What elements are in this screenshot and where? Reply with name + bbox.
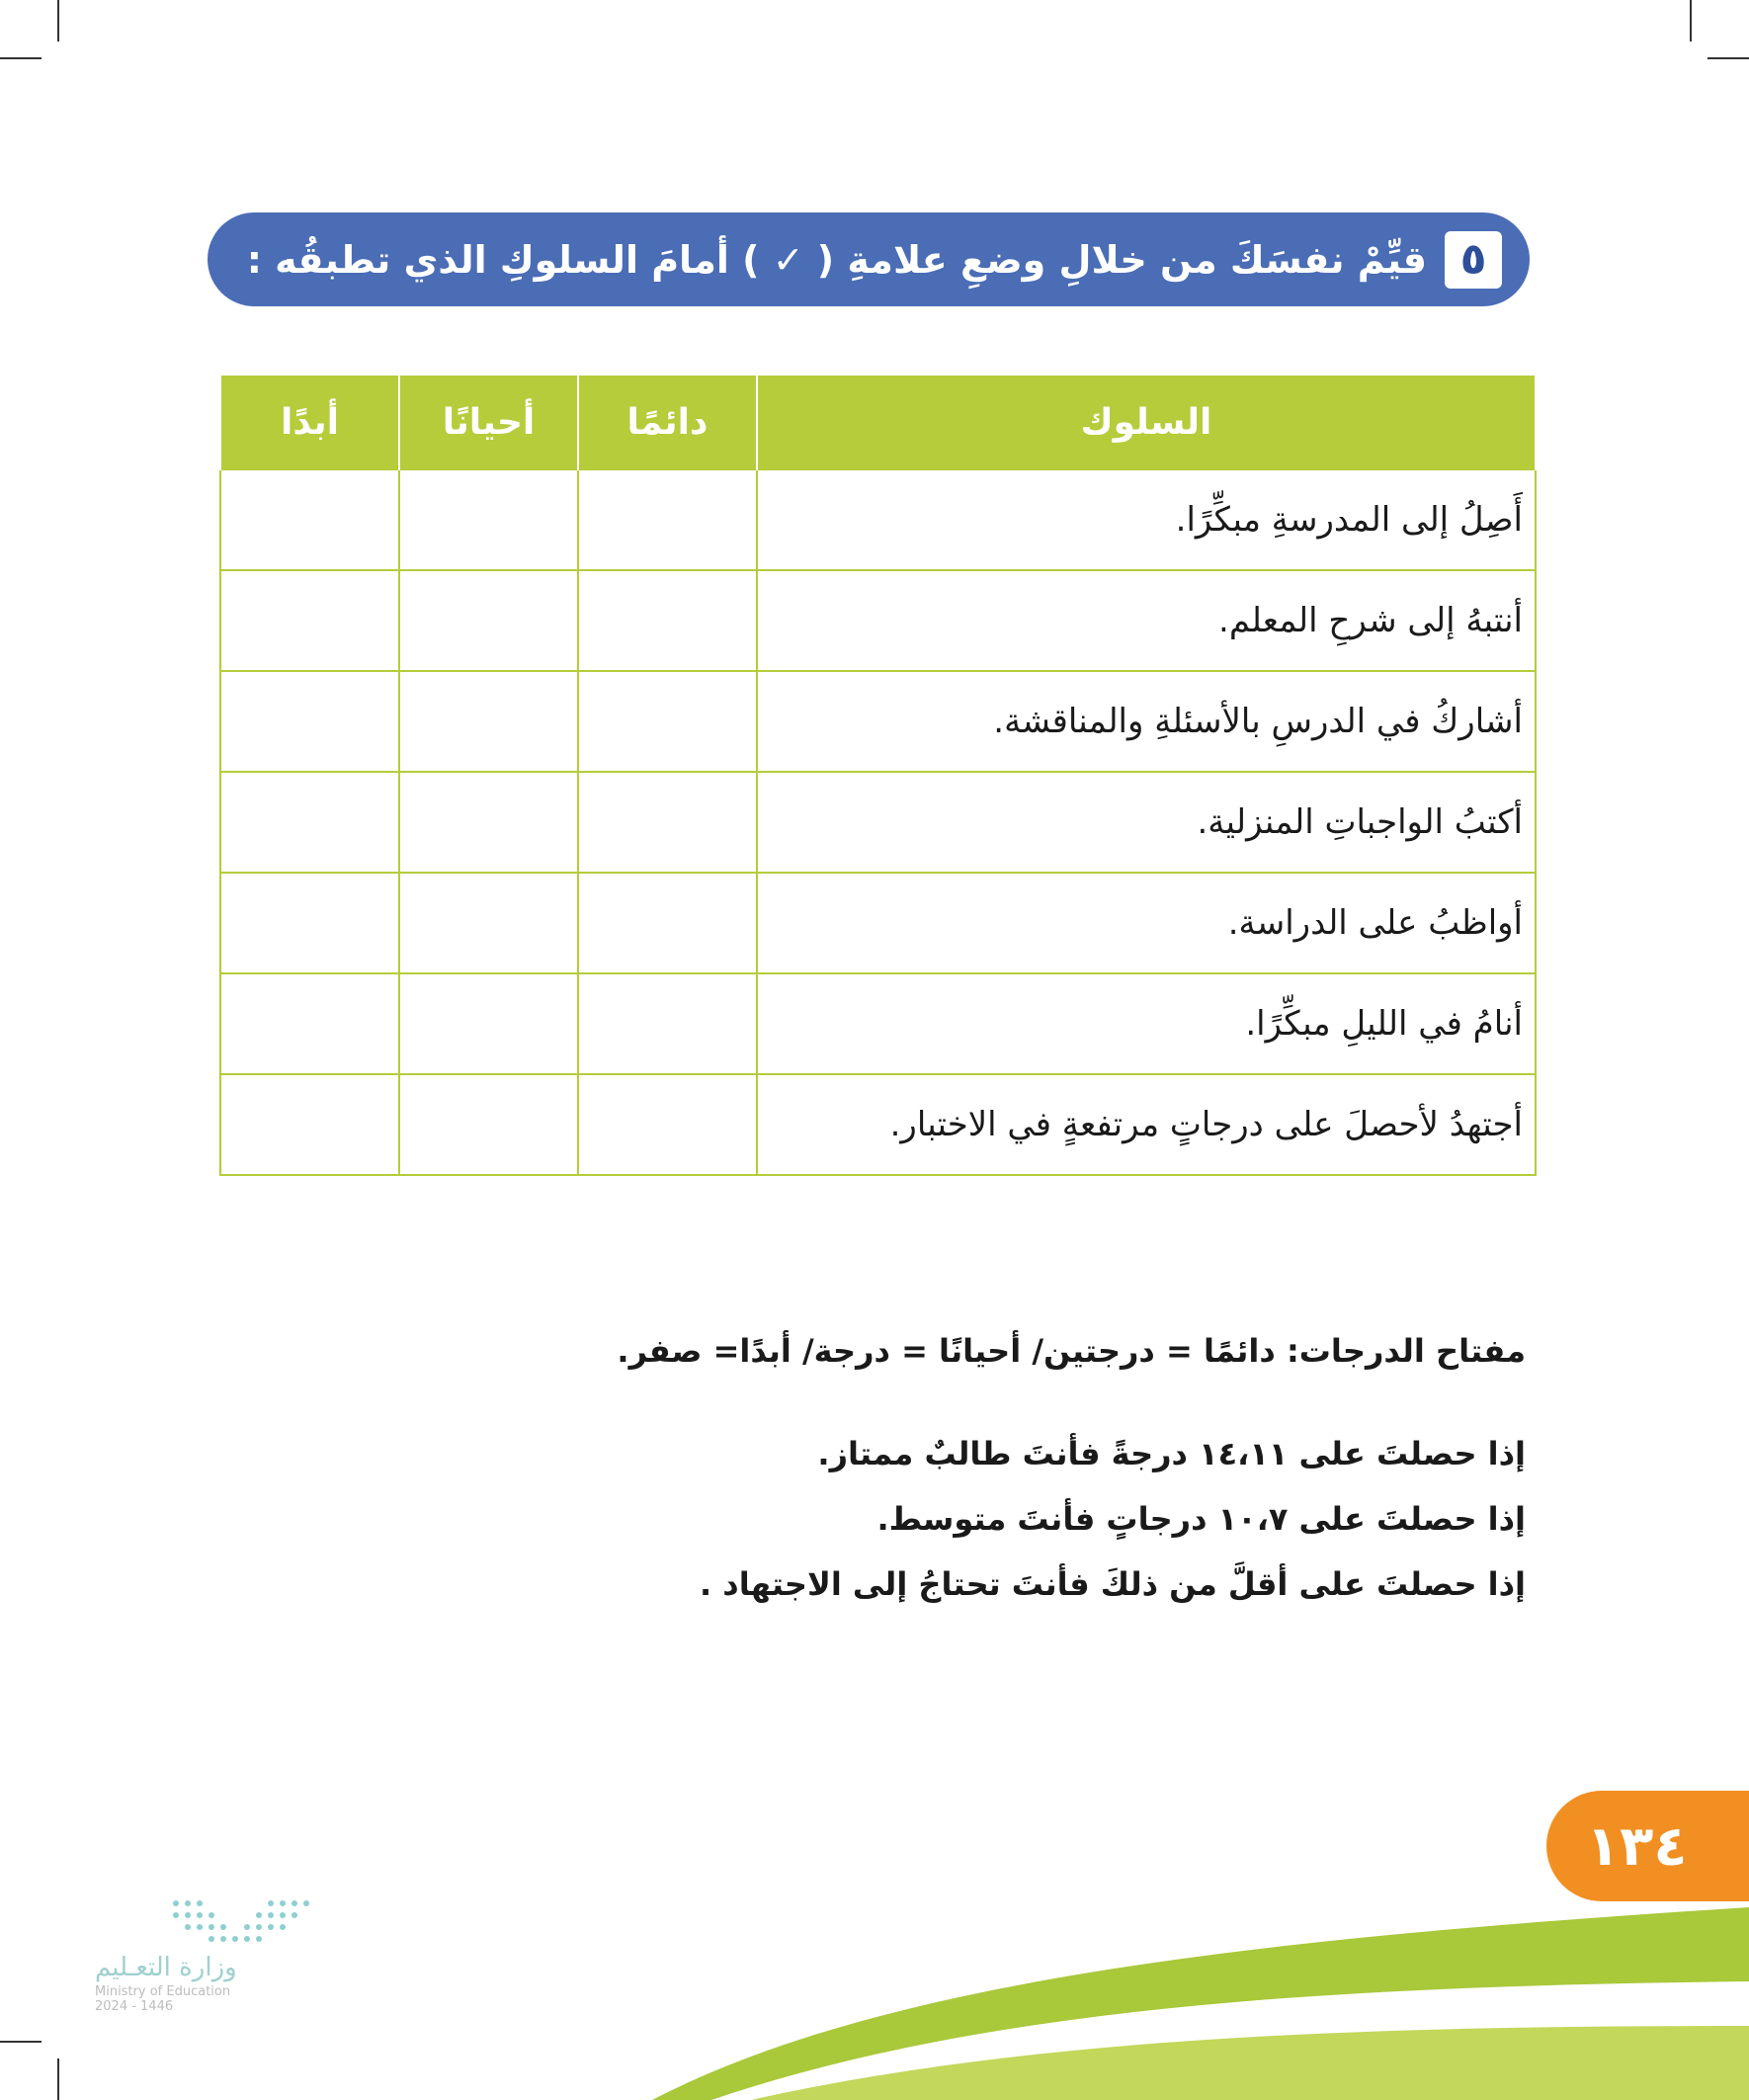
behavior-text: أكتبُ الواجباتِ المنزلية. [757,772,1536,873]
question-number: ٥ [1445,231,1502,289]
score-key-legend: مفتاح الدرجات: دائمًا = درجتين/ أحيانًا = درجة/ أبدًا= صفر. [617,1332,1526,1370]
score-key-line: إذا حصلتَ على ١٤،١١ درجةً فأنتَ طالبٌ ممتاز. [817,1435,1526,1472]
logo-arabic-name: وزارة التعـليم [95,1953,237,1982]
behavior-text: أنامُ في الليلِ مبكِّرًا. [757,973,1536,1074]
header-never: أبدًا [220,376,399,469]
behavior-text: أواظبُ على الدراسة. [757,873,1536,973]
score-key-line: إذا حصلتَ على ١٠،٧ درجاتٍ فأنتَ متوسط. [876,1500,1526,1538]
behavior-text: أنتبهُ إلى شرحِ المعلم. [757,570,1536,671]
header-behavior: السلوك [757,376,1536,469]
header-always: دائمًا [578,376,757,469]
behavior-text: أشاركُ في الدرسِ بالأسئلةِ والمناقشة. [757,671,1536,772]
score-key-line: إذا حصلتَ على أقلَّ من ذلكَ فأنتَ تحتاجُ إلى الاجتهاد . [700,1565,1526,1603]
question-instruction: قيِّمْ نفسَكَ من خلالِ وضعِ علامةِ ( ✓ ) أمامَ السلوكِ الذي تطبقُه : [246,237,1427,282]
logo-year: 2024 - 1446 [95,1999,174,2014]
behavior-text: أَصِلُ إلى المدرسةِ مبكِّرًا. [757,469,1536,570]
logo-english-name: Ministry of Education [95,1984,231,1999]
ministry-logo [95,1895,332,2014]
logo-dots-icon [95,1895,322,1945]
header-sometimes: أحيانًا [399,376,578,469]
page-number: ١٣٤ [1546,1791,1749,1901]
behavior-text: أجتهدُ لأحصلَ على درجاتٍ مرتفعةٍ في الاختبار. [757,1074,1536,1175]
